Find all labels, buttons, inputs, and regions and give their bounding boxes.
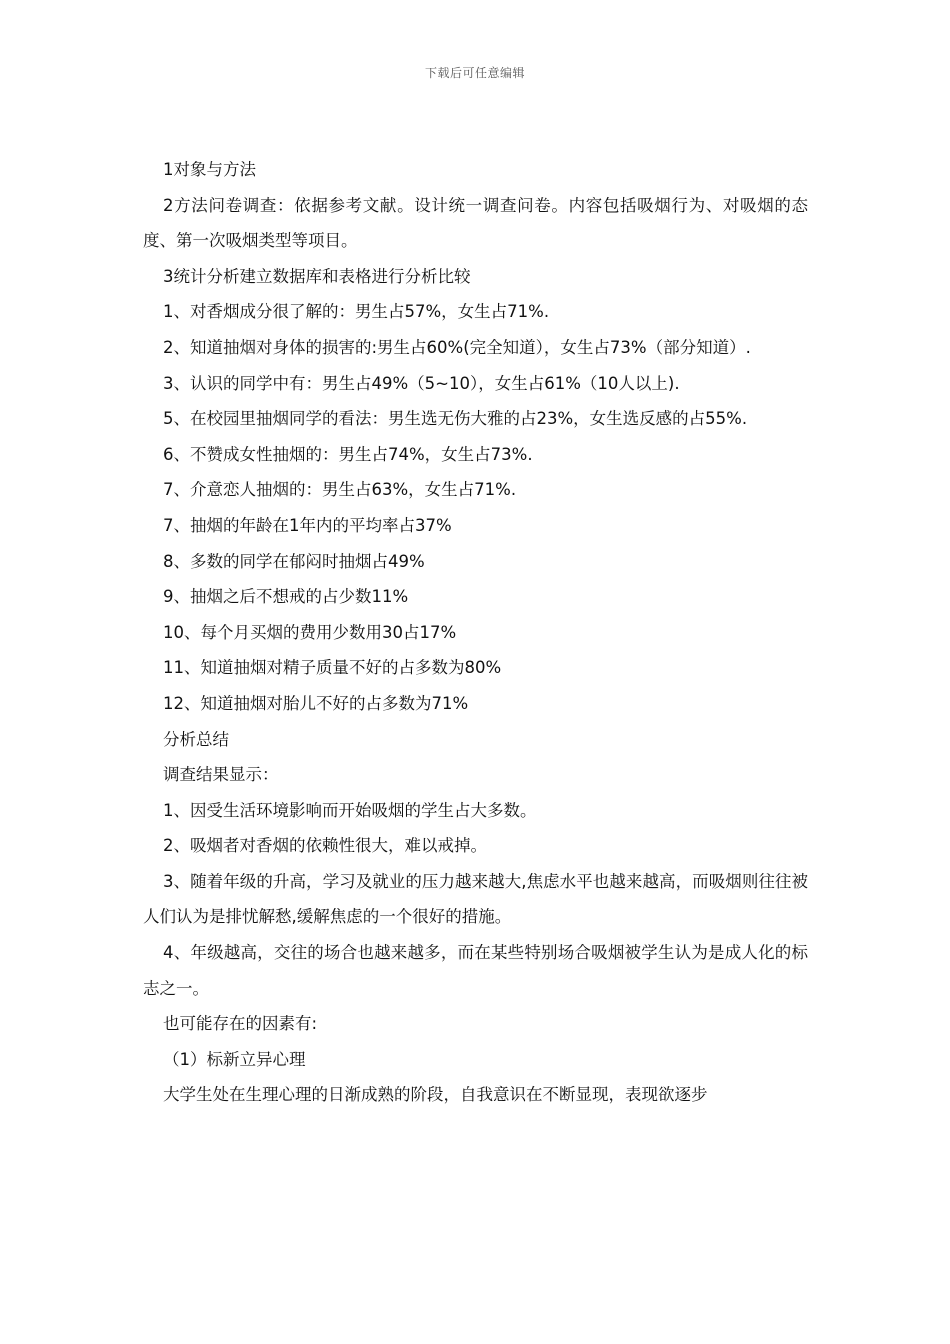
paragraph: 调查结果显示： — [163, 765, 279, 785]
section-heading: 分析总结 — [163, 729, 229, 749]
paragraph: 3、认识的同学中有：男生占49%（5~10），女生占61%（10人以上). — [163, 373, 680, 393]
paragraph: 10、每个月买烟的费用少数用30占17% — [163, 622, 457, 642]
page-header: 下载后可任意编辑 — [424, 66, 525, 80]
paragraph: 9、抽烟之后不想戒的占少数11% — [163, 587, 409, 607]
sub-heading: （1）标新立异心理 — [163, 1049, 306, 1069]
paragraph: 1、对香烟成分很了解的：男生占57%，女生占71%. — [163, 302, 550, 322]
paragraph: 1、因受生活环境影响而开始吸烟的学生占大多数。 — [163, 800, 537, 820]
paragraph: 5、在校园里抽烟同学的看法：男生选无伤大雅的占23%，女生选反感的占55%. — [163, 409, 748, 429]
paragraph: 4、年级越高，交往的场合也越来越多，而在某些特别场合吸烟被学生认为是成人化的标志之一。 — [143, 943, 808, 998]
paragraph: 1对象与方法 — [163, 160, 256, 179]
paragraph: 7、介意恋人抽烟的：男生占63%，女生占71%. — [163, 480, 517, 500]
paragraph: 2方法问卷调查：依据参考文献。设计统一调查问卷。内容包括吸烟行为、对吸烟的态度、第一次吸烟类型等项目。 — [143, 195, 808, 251]
paragraph: 6、不赞成女性抽烟的：男生占74%，女生占73%. — [163, 444, 533, 464]
paragraph: 2、吸烟者对香烟的依赖性很大，难以戒掉。 — [163, 836, 487, 856]
paragraph: 大学生处在生理心理的日渐成熟的阶段，自我意识在不断显现，表现欲逐步 — [163, 1085, 708, 1105]
paragraph: 8、多数的同学在郁闷时抽烟占49% — [163, 551, 425, 571]
paragraph: 3统计分析建立数据库和表格进行分析比较 — [163, 266, 471, 286]
paragraph: 2、知道抽烟对身体的损害的:男生占60%(完全知道），女生占73%（部分知道）. — [163, 337, 751, 357]
paragraph: 7、抽烟的年龄在1年内的平均率占37% — [163, 515, 452, 535]
paragraph: 11、知道抽烟对精子质量不好的占多数为80% — [163, 658, 502, 678]
paragraph: 也可能存在的因素有: — [163, 1014, 318, 1034]
paragraph: 12、知道抽烟对胎儿不好的占多数为71% — [163, 693, 469, 713]
paragraph: 3、随着年级的升高，学习及就业的压力越来越大,焦虑水平也越来越高，而吸烟则往往被人们认为是排忧解愁,缓解焦虑的一个很好的措施。 — [143, 871, 808, 927]
document-body — [143, 152, 808, 1113]
